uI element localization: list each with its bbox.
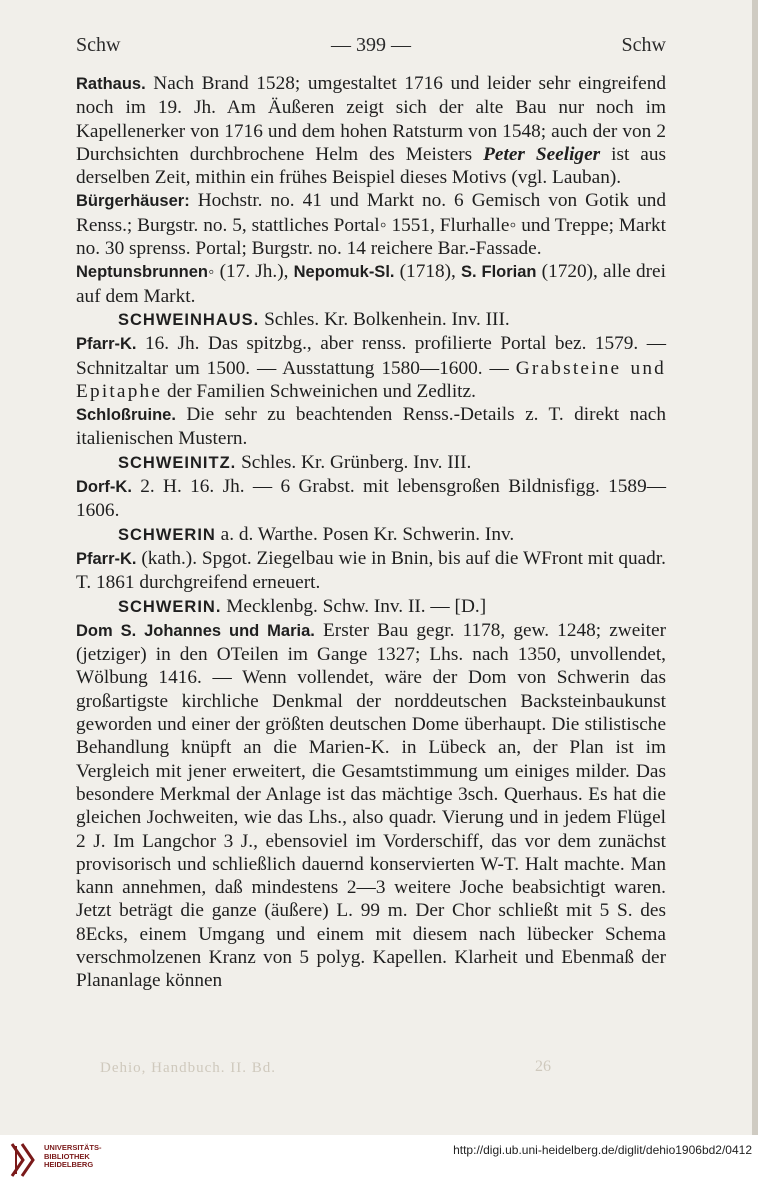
entry-text: Die sehr zu beachtenden Renss.-Details z. T. direkt nach italienischen Mustern. (76, 404, 666, 450)
page-edge (752, 0, 758, 1135)
entry-heading: Pfarr-K. (76, 335, 137, 354)
place-info: Schles. Kr. Grünberg. Inv. III. (236, 451, 472, 473)
place-info: Mecklenbg. Schw. Inv. II. — [D.] (221, 595, 487, 617)
bleed-through-number: 26 (535, 1058, 551, 1075)
place-schwerin-mecklenburg (76, 595, 666, 619)
university-logo-icon (8, 1140, 38, 1182)
library-name-line: HEIDELBERG (44, 1160, 94, 1169)
entry-text: Nach Brand 1528; umgestaltet 1716 und leider sehr eingreifend noch im 19. Jh. Am Äußeren zeigt sich der alte Bau nur noch im Kapellenerker von 1716 und dem hohen Ratsturm von 1548; auch der von 2 Durchsichten durchbrochene Helm des Meisters (76, 73, 666, 165)
source-url[interactable]: http://digi.ub.uni-heidelberg.de/diglit/dehio1906bd2/0412 (453, 1143, 752, 1157)
entry-heading: Pfarr-K. (76, 549, 137, 568)
spaced-term: Grabsteine und Epitaphe (76, 357, 666, 402)
place-heading: SCHWERIN (118, 525, 216, 544)
entry-text: Hochstr. no. 41 und Markt no. 6 Gemisch von Gotik und Renss.; Burgstr. no. 5, stattliches Portal◦ 1551, Flurhalle◦ und Treppe; Markt no. 30 sprenss. Portal; Burgstr. no. 14 reichere Bar.-Fassade. (76, 190, 666, 260)
entry-dorfk (76, 475, 666, 523)
library-name-line: BIBLIOTHEK (44, 1151, 90, 1161)
place-heading: SCHWERIN. (118, 597, 222, 616)
entry-buergerhaeuser (76, 189, 666, 260)
entry-heading: Dom S. Johannes und Maria. (76, 621, 315, 640)
header-left: Schw (76, 34, 121, 56)
entry-schlossruine (76, 403, 666, 451)
entry-dom (76, 619, 666, 993)
place-info: a. d. Warthe. Posen Kr. Schwerin. Inv. (215, 523, 515, 545)
entry-text: (kath.). Spgot. Ziegelbau wie in Bnin, bis auf die WFront mit quadr. T. 1861 durchgreifend erneuert. (76, 547, 666, 594)
entry-text: 2. H. 16. Jh. — 6 Grabst. mit lebensgroßen Bildnisfigg. 1589—1606. (76, 476, 666, 522)
entry-heading: Nepomuk-Sl. (293, 263, 395, 282)
entry-heading: Rathaus. (76, 75, 146, 93)
entry-text: 16. Jh. Das spitzbg., aber renss. profilierte Portal bez. 1579. — Schnitzaltar um 1500. — Ausstattung 1580—1600. — (76, 333, 666, 379)
place-info: Schles. Kr. Bolkenhein. Inv. III. (259, 308, 510, 330)
entry-brunnen (76, 260, 666, 308)
entry-text: der Familien Schweinichen und Zedlitz. (162, 380, 476, 402)
bleed-through-signature: Dehio, Handbuch. II. Bd. (100, 1060, 277, 1076)
entry-text: ist aus derselben Zeit, mithin ein frühes Beispiel dieses Motivs (vgl. Lauban). (76, 143, 666, 189)
entry-heading: Neptunsbrunnen◦ (76, 263, 215, 282)
entry-text: Erster Bau gegr. 1178, gew. 1248; zweiter (jetziger) in den OTeilen im Gange 1327; Lhs. nach 1350, unvollendet, Wölbung 1416. — Wenn vollendet, wäre der Dom von Schwerin das großartigste kirchliche Denkmal der norddeutschen Backsteinbaukunst geworden und einer der größten deutschen Dome überhaupt. Die stilistische Behandlung knüpft an die Marien-K. in Lübeck an, der Plan ist im Vergleich mit jener erweitert, die Gesamtstimmung um einiges milder. Das besondere Merkmal der Anlage ist das mächtige 3sch. Querhaus. Es hat die gleichen Jochweiten, wie das Lhs., also quadr. Vierung und in jedem Flügel 2 J. Im Langchor 3 J., ebensoviel im Vorderschiff, das vor dem zunächst provisorisch und schließlich dauernd konservierten W-T. Halt machte. Man kann annehmen, daß mindestens 2—3 weitere Joche beabsichtigt waren. Jetzt beträgt die ganze (äußere) L. 99 m. Der Chor schließt mit 5 S. des 8Ecks, einem Umgang und einem mit diesem nach lübecker Schema verschmolzenen Kranz von 5 polyg. Kapellen. Klarheit und Ebenmaß der Plananlage können (76, 619, 666, 992)
running-header (76, 34, 666, 60)
entry-pfarrk-schwerin (76, 547, 666, 595)
place-schweinhaus (76, 308, 666, 332)
place-schweinitz (76, 451, 666, 475)
page-number: — 399 — (331, 34, 411, 56)
entry-text: (1720), alle drei auf dem Markt. (76, 261, 666, 307)
library-name (44, 1144, 102, 1170)
entry-rathaus (76, 72, 666, 189)
library-name-line: UNIVERSITÄTS- (44, 1143, 102, 1152)
entry-heading: Bürgerhäuser: (76, 192, 190, 211)
place-schwerin-warthe (76, 523, 666, 547)
page-body (76, 72, 666, 993)
entry-text: (17. Jh.), (214, 261, 294, 283)
header-right: Schw (621, 34, 666, 56)
entry-heading: S. Florian (461, 263, 537, 282)
place-heading: SCHWEINITZ. (118, 453, 237, 472)
entry-pfarrk-schweinhaus (76, 332, 666, 403)
entry-heading: Schloßruine. (76, 406, 176, 425)
entry-heading: Dorf-K. (76, 478, 132, 497)
entry-text: (1718), (394, 261, 462, 283)
artist-name: Peter Seeliger (483, 143, 601, 165)
place-heading: SCHWEINHAUS. (118, 310, 260, 329)
